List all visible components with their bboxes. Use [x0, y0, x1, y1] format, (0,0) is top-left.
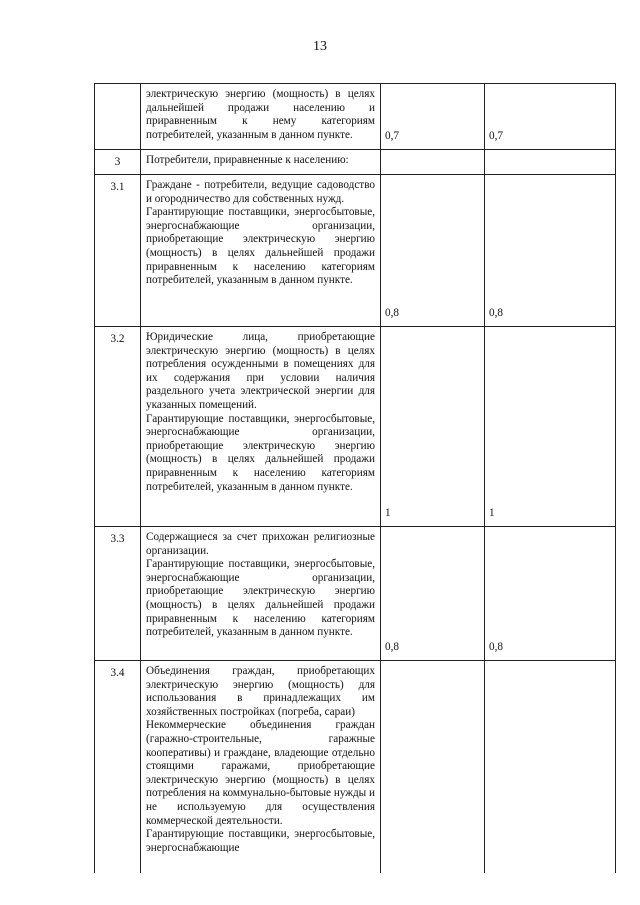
value-column-2: 1 — [485, 327, 616, 527]
paragraph: Некоммерческие объединения граждан (гаражно-строительные, гаражные кооперативы) и граждане, владеющие отдельно стоящими гаражами, приобретающие электрическую энергию (мощность) в целях потребления на коммунально-бытовые нужды и не используемую для осуществления коммерческой деятельности. — [146, 719, 375, 827]
paragraph: Объединения граждан, приобретающих электрическую энергию (мощность) для использования в принадлежащих им хозяйственных постройках (погреба, сараи) — [146, 665, 375, 718]
row-number: 3.3 — [95, 527, 141, 661]
paragraph: Потребители, приравненные к населению: — [146, 154, 349, 166]
row-description — [141, 661, 381, 873]
page-number: 13 — [313, 39, 327, 54]
row-description — [141, 527, 381, 661]
paragraph: Гарантирующие поставщики, энергосбытовые, энергоснабжающие организации, приобретающие электрическую энергию (мощность) в целях дальнейшей продажи приравненным к населению категориям потребителей, указанным в данном пункте. — [146, 412, 375, 493]
value-column-2: 0,7 — [485, 84, 616, 150]
paragraph: Граждане - потребители, ведущие садоводство и огородничество для собственных нужд. — [146, 179, 375, 205]
row-description — [141, 84, 381, 150]
value-column-1: 1 — [381, 327, 485, 527]
value-column-1: 0,7 — [381, 84, 485, 150]
table-row — [95, 661, 616, 873]
row-number — [95, 84, 141, 150]
row-description — [141, 150, 381, 175]
row-number: 3 — [95, 150, 141, 175]
table-row — [95, 527, 616, 661]
row-number: 3.1 — [95, 175, 141, 327]
table-row — [95, 150, 616, 175]
row-number: 3.2 — [95, 327, 141, 527]
table-row — [95, 84, 616, 150]
paragraph: Гарантирующие поставщики, энергосбытовые, энергоснабжающие организации, приобретающие электрическую энергию (мощность) в целях дальнейшей продажи приравненным к населению категориям потребителей, указанным в данном пункте. — [146, 558, 375, 639]
paragraph: Содержащиеся за счет прихожан религиозные организации. — [146, 531, 375, 557]
value-column-1 — [381, 150, 485, 175]
paragraph: Гарантирующие поставщики, энергосбытовые, энергоснабжающие организации, приобретающие электрическую энергию (мощность) в целях дальнейшей продажи приравненным к населению категориям потребителей, указанным в данном пункте. — [146, 206, 375, 287]
table-row — [95, 175, 616, 327]
row-description — [141, 175, 381, 327]
value-column-2 — [485, 150, 616, 175]
value-column-2: 0,8 — [485, 527, 616, 661]
value-column-2: 0,8 — [485, 175, 616, 327]
value-column-1: 0,8 — [381, 527, 485, 661]
tariff-table — [94, 83, 616, 873]
paragraph: Юридические лица, приобретающие электрическую энергию (мощность) в целях потребления осужденными в помещениях для их содержания при условии наличия раздельного учета электрической энергии для указанных помещений. — [146, 331, 375, 411]
paragraph: электрическую энергию (мощность) в целях дальнейшей продажи населению и приравненным к нему категориям потребителей, указанным в данном пункте. — [146, 88, 375, 141]
row-number: 3.4 — [95, 661, 141, 873]
paragraph: Гарантирующие поставщики, энергосбытовые, энергоснабжающие — [146, 828, 375, 854]
table-row — [95, 327, 616, 527]
value-column-2 — [485, 661, 616, 873]
value-column-1: 0,8 — [381, 175, 485, 327]
row-description — [141, 327, 381, 527]
value-column-1 — [381, 661, 485, 873]
